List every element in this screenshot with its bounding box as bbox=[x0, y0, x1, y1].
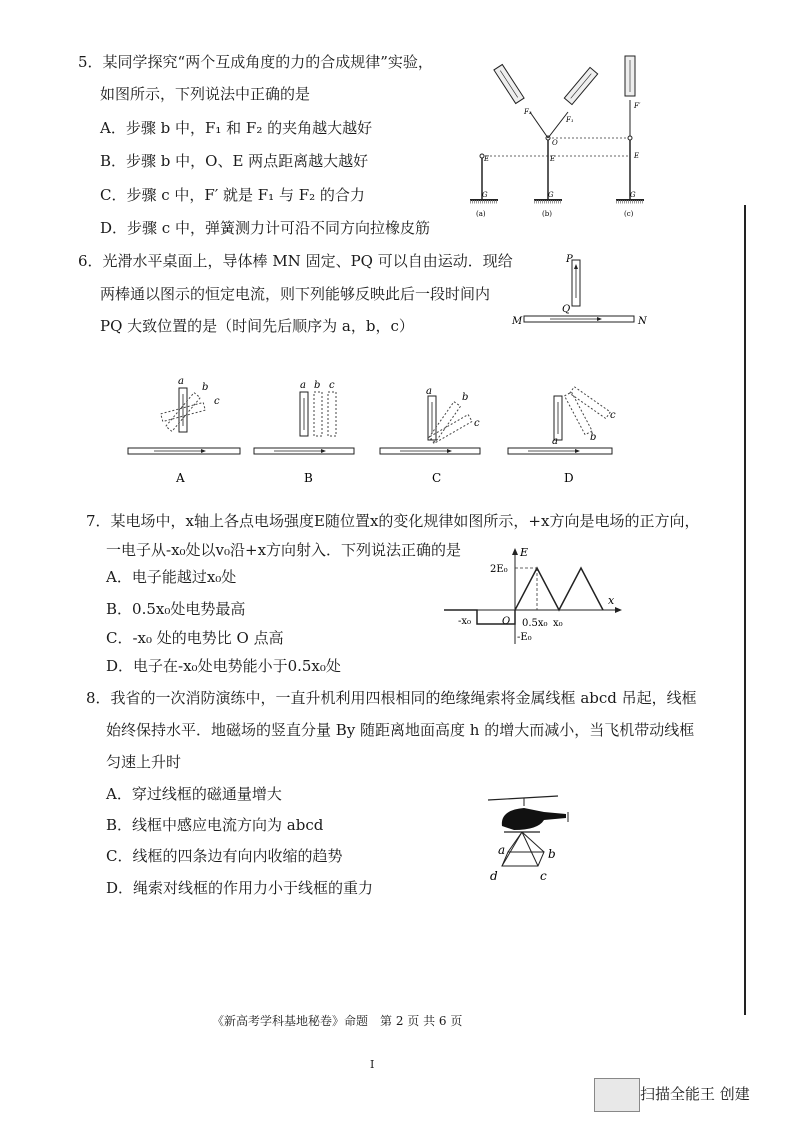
q7-option-a: A．电子能越过x₀处 bbox=[106, 568, 237, 586]
q8-option-c: C．线框的四条边有向内收缩的趋势 bbox=[106, 847, 343, 865]
q6-choice-c-label: C bbox=[432, 471, 442, 485]
q6-choice-b-diagram[interactable] bbox=[254, 380, 354, 485]
q8-stem-line1: 8．我省的一次消防演练中，一直升机利用四根相同的绝缘绳索将金属线框 abcd 吊起，线框 bbox=[86, 689, 697, 707]
q5-label-f1: F₁ bbox=[566, 116, 574, 124]
q5-label-o: O bbox=[552, 139, 558, 147]
q5-stem-line2: 如图所示，下列说法中正确的是 bbox=[100, 85, 311, 103]
q6-stem-line3: PQ 大致位置的是（时间先后顺序为 a，b，c） bbox=[100, 317, 414, 335]
q8-option-b: B．线框中感应电流方向为 abcd bbox=[106, 816, 324, 834]
q6-choice-c-diagram[interactable] bbox=[380, 386, 480, 485]
q5-label-g-c: G bbox=[630, 191, 636, 199]
q6-label-n: N bbox=[638, 316, 647, 327]
q7-axis-e: E bbox=[520, 546, 529, 559]
q6-b-mark-a: a bbox=[300, 380, 306, 391]
q5-option-d: D．步骤 c 中，弹簧测力计可沿不同方向拉橡皮筋 bbox=[100, 219, 430, 237]
q8-label-c: c bbox=[540, 869, 547, 883]
q8-label-b: b bbox=[548, 847, 556, 861]
q6-label-m: M bbox=[512, 316, 523, 327]
scanner-logo-icon bbox=[594, 1078, 640, 1112]
q5-stem-line1: 5．某同学探究“两个互成角度的力的合成规律”实验， bbox=[78, 53, 433, 71]
q8-stem-line2: 始终保持水平．地磁场的竖直分量 By 随距离地面高度 h 的增大而减小，当飞机带动线框 bbox=[106, 721, 695, 739]
q5-label-e-c: E bbox=[634, 152, 640, 160]
q6-choices-figure[interactable] bbox=[124, 370, 624, 490]
q7-stem-line2: 一电子从-x₀处以v₀沿+x方向射入．下列说法正确的是 bbox=[106, 541, 462, 559]
q7-option-b: B．0.5x₀处电势最高 bbox=[106, 600, 246, 618]
q6-d-mark-a: a bbox=[552, 436, 558, 447]
q6-c-mark-b: b bbox=[462, 392, 469, 403]
q7-stem-line1: 7．某电场中，x轴上各点电场强度E随位置x的变化规律如图所示，+x方向是电场的正方向， bbox=[86, 512, 700, 530]
q6-stem-line1: 6．光滑水平桌面上，导体棒 MN 固定、PQ 可以自由运动．现给 bbox=[78, 252, 513, 270]
q7-option-d: D．电子在-x₀处电势能小于0.5x₀处 bbox=[106, 657, 341, 675]
q6-c-mark-c: c bbox=[474, 418, 480, 429]
page-footer: 《新高考学科基地秘卷》命题 第 2 页 共 6 页 bbox=[212, 1014, 463, 1028]
margin-rule bbox=[744, 205, 746, 1015]
q6-choice-d-diagram[interactable] bbox=[508, 387, 616, 485]
q7-label-x0: x₀ bbox=[553, 618, 563, 629]
q6-label-q: Q bbox=[562, 304, 571, 315]
q6-choice-a-diagram[interactable] bbox=[128, 376, 240, 485]
q6-b-mark-b: b bbox=[314, 380, 321, 391]
q6-a-mark-b: b bbox=[202, 382, 209, 393]
q8-label-a: a bbox=[498, 843, 506, 857]
q7-label-origin: O bbox=[502, 616, 511, 627]
q6-d-mark-b: b bbox=[590, 432, 597, 443]
q7-axis-x: x bbox=[608, 594, 615, 607]
q8-label-d: d bbox=[490, 869, 498, 883]
q7-label-neg-x0: -x₀ bbox=[458, 616, 472, 627]
q6-setup-figure bbox=[510, 250, 660, 330]
q6-choice-b-label: B bbox=[304, 471, 313, 485]
q6-b-mark-c: c bbox=[329, 380, 335, 391]
q6-a-mark-a: a bbox=[178, 376, 184, 387]
q7-field-graph bbox=[440, 540, 630, 650]
q5-label-fprime: F′ bbox=[634, 102, 641, 110]
q5-caption-b: (b) bbox=[542, 210, 552, 218]
q6-d-mark-c: c bbox=[610, 410, 616, 421]
q7-label-half-x0: 0.5x₀ bbox=[522, 618, 548, 629]
q5-label-g-a: G bbox=[482, 191, 488, 199]
q5-figure bbox=[468, 50, 664, 222]
q5-label-f2: F₂ bbox=[524, 108, 532, 116]
q5-caption-a: (a) bbox=[476, 210, 486, 218]
q8-option-a: A．穿过线框的磁通量增大 bbox=[106, 785, 282, 803]
q6-choice-a-label: A bbox=[176, 471, 185, 485]
q8-option-d: D．绳索对线框的作用力小于线框的重力 bbox=[106, 879, 374, 897]
q7-label-2e0: 2E₀ bbox=[490, 564, 508, 575]
q5-option-a: A．步骤 b 中，F₁ 和 F₂ 的夹角越大越好 bbox=[100, 119, 373, 137]
q6-c-mark-a: a bbox=[426, 386, 432, 397]
q6-choice-d-label: D bbox=[564, 471, 574, 485]
q5-label-e-b: E bbox=[550, 155, 556, 163]
page-mark: I bbox=[370, 1058, 375, 1071]
q5-caption-c: (c) bbox=[624, 210, 634, 218]
q5-option-b: B．步骤 b 中，O、E 两点距离越大越好 bbox=[100, 152, 369, 170]
q6-a-mark-c: c bbox=[214, 396, 220, 407]
q8-stem-line3: 匀速上升时 bbox=[106, 753, 182, 771]
q7-option-c: C．-x₀ 处的电势比 O 点高 bbox=[106, 629, 284, 647]
q7-label-neg-e0: -E₀ bbox=[517, 632, 532, 643]
q5-label-g-b: G bbox=[548, 191, 554, 199]
q5-option-c: C．步骤 c 中，F′ 就是 F₁ 与 F₂ 的合力 bbox=[100, 186, 365, 204]
scanner-watermark: 扫描全能王 创建 bbox=[640, 1085, 750, 1103]
q6-stem-line2: 两棒通以图示的恒定电流，则下列能够反映此后一段时间内 bbox=[100, 285, 491, 303]
q6-label-p: P bbox=[566, 254, 573, 265]
q5-label-e-a: E bbox=[484, 155, 490, 163]
q8-helicopter-figure bbox=[484, 790, 584, 890]
